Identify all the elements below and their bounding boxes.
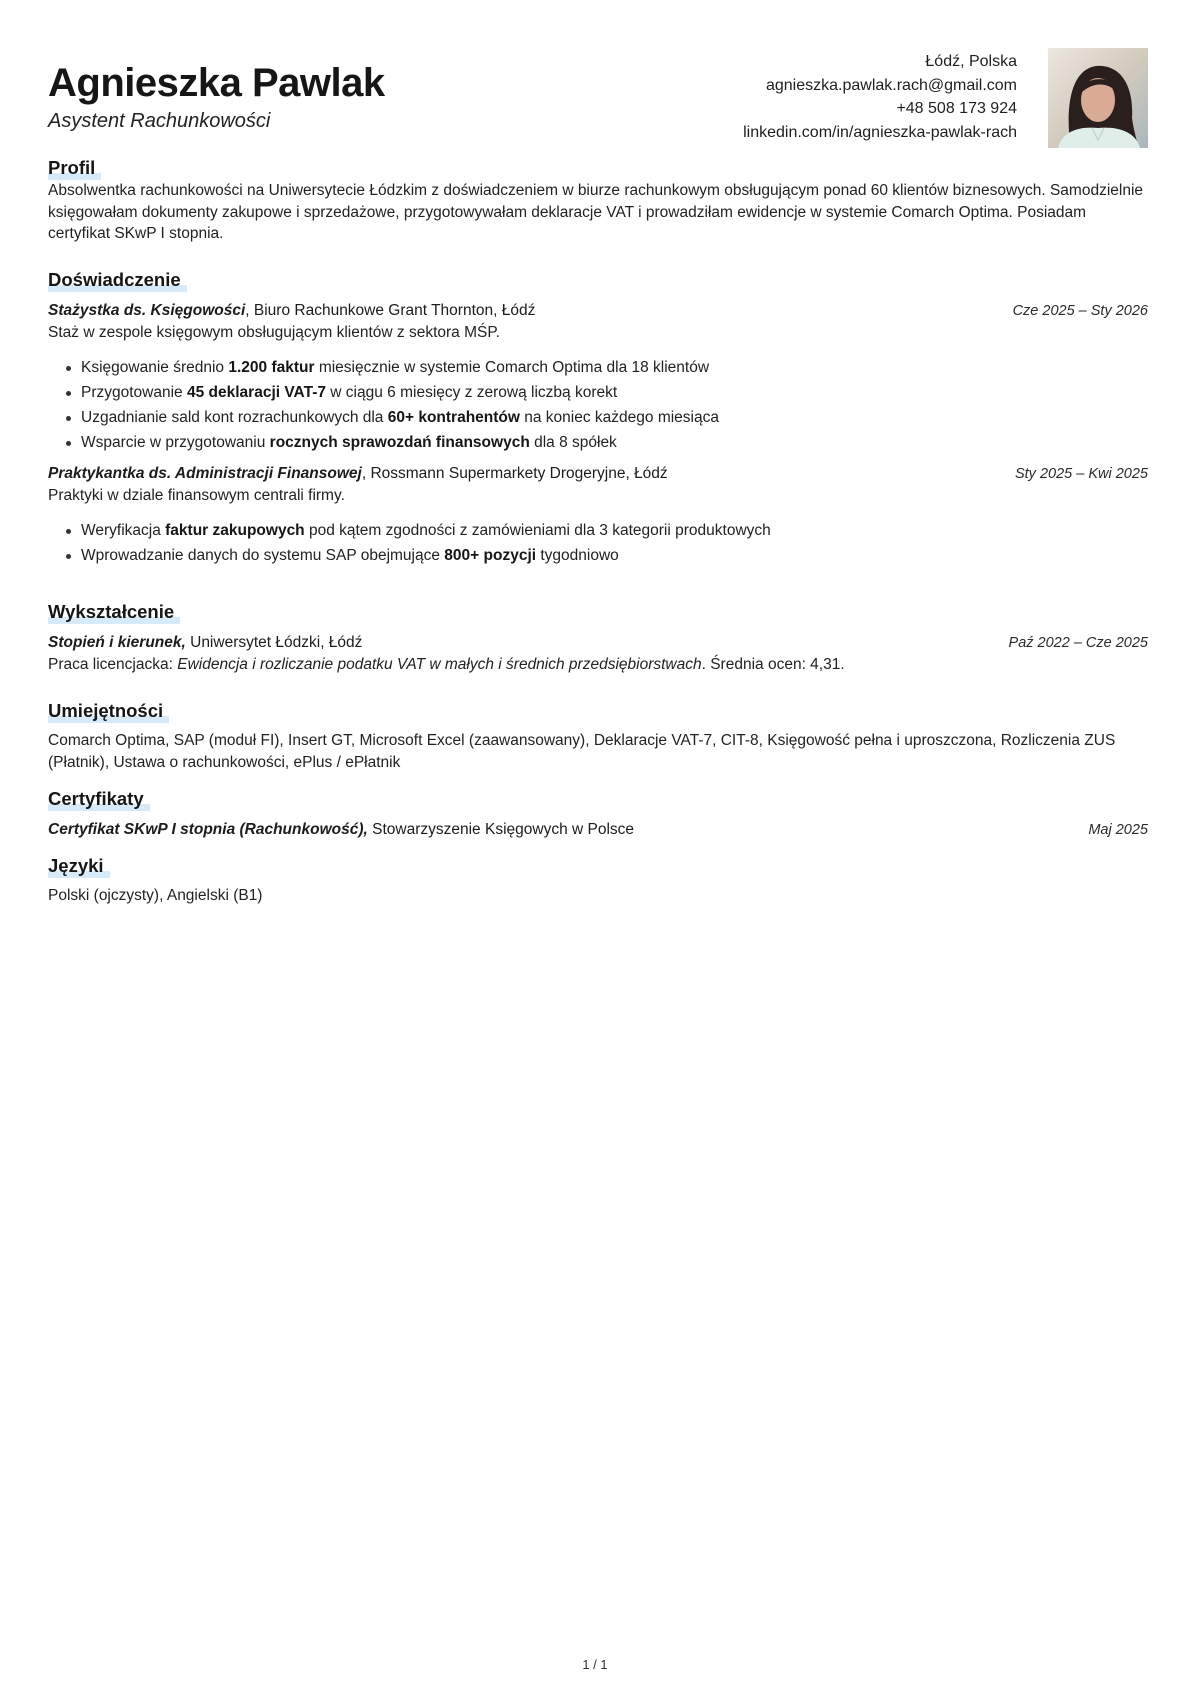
section-education bbox=[48, 600, 1148, 676]
section-profile bbox=[48, 156, 1148, 245]
list-item: Księgowanie średnio 1.200 faktur miesięcznie w systemie Comarch Optima dla 18 klientów bbox=[48, 355, 1148, 380]
section-certificates bbox=[48, 787, 1148, 841]
section-title-profile: Profil bbox=[48, 156, 99, 180]
entry-role: Stażystka ds. Księgowości bbox=[48, 302, 246, 319]
certificate-date: Maj 2025 bbox=[1088, 822, 1148, 838]
experience-entry bbox=[48, 463, 1148, 568]
list-item: Uzgadnianie sald kont rozrachunkowych dla 60+ kontrahentów na koniec każdego miesiąca bbox=[48, 405, 1148, 430]
entry-org: , Biuro Rachunkowe Grant Thornton, Łódź bbox=[245, 302, 536, 319]
section-experience bbox=[48, 268, 1148, 568]
page-indicator: 1 / 1 bbox=[582, 1657, 608, 1672]
certificate-issuer: Stowarzyszenie Księgowych w Polsce bbox=[367, 821, 635, 838]
education-degree: Stopień i kierunek, bbox=[48, 634, 186, 651]
entry-description: Praktyki w dziale finansowym centrali firmy. bbox=[48, 487, 345, 504]
contact-phone[interactable]: +48 508 173 924 bbox=[896, 100, 1017, 117]
section-languages bbox=[48, 854, 1148, 907]
entry-role: Praktykantka ds. Administracji Finansowej bbox=[48, 465, 362, 482]
list-item: Wprowadzanie danych do systemu SAP obejmujące 800+ pozycji tygodniowo bbox=[48, 543, 1148, 568]
certificate-name: Certyfikat SKwP I stopnia (Rachunkowość), bbox=[48, 821, 368, 838]
entry-date: Cze 2025 – Sty 2026 bbox=[1012, 303, 1148, 319]
entry-org: , Rossmann Supermarkety Drogeryjne, Łódź bbox=[361, 465, 668, 482]
candidate-name: Agnieszka Pawlak bbox=[48, 60, 403, 106]
skills-list: Comarch Optima, SAP (moduł FI), Insert GT, Microsoft Excel (zaawansowany), Deklaracje VAT-7, CIT-8, Księgowość pełna i uproszczona, Rozliczenia ZUS (Płatnik), Ustawa o rachunkowości, ePlus / ePłatnik bbox=[48, 732, 1116, 771]
section-title-education: Wykształcenie bbox=[48, 600, 178, 624]
certificate-entry bbox=[48, 819, 1148, 841]
languages-list: Polski (ojczysty), Angielski (B1) bbox=[48, 887, 263, 904]
section-title-certificates: Certyfikaty bbox=[48, 787, 148, 811]
entry-description: Staż w zespole księgowym obsługującym klientów z sektora MŚP. bbox=[48, 324, 500, 341]
resume-page bbox=[48, 44, 1148, 904]
section-title-experience: Doświadczenie bbox=[48, 268, 185, 292]
section-title-skills: Umiejętności bbox=[48, 699, 167, 723]
contact-info bbox=[743, 50, 1017, 144]
education-header bbox=[48, 632, 1148, 654]
entry-header bbox=[48, 463, 1148, 485]
achievements-list bbox=[48, 355, 1148, 455]
job-title: Asystent Rachunkowości bbox=[48, 110, 271, 132]
experience-entry bbox=[48, 300, 1148, 455]
profile-summary: Absolwentka rachunkowości na Uniwersytecie Łódzkim z doświadczeniem w biurze rachunkowym obsługującym ponad 60 klientów biznesowych. Samodzielnie księgowałam dokumenty zakupowe i sprzedażowe, przygotowywałam deklaracje VAT i prowadziłam ewidencje w systemie Comarch Optima. Posiadam certyfikat SKwP I stopnia. bbox=[48, 182, 1144, 242]
entry-header bbox=[48, 300, 1148, 322]
section-title-languages: Języki bbox=[48, 854, 108, 878]
resume-header bbox=[48, 44, 1148, 154]
contact-location: Łódź, Polska bbox=[925, 53, 1017, 70]
profile-photo bbox=[1048, 48, 1148, 148]
section-skills bbox=[48, 699, 1148, 773]
thesis-title: Ewidencja i rozliczanie podatku VAT w małych i średnich przedsiębiorstwach bbox=[177, 656, 702, 673]
education-thesis: Praca licencjacka: Ewidencja i rozliczanie podatku VAT w małych i średnich przedsiębiorstwach. Średnia ocen: 4,31. bbox=[48, 656, 845, 673]
portrait-image-icon bbox=[1048, 48, 1148, 148]
contact-linkedin[interactable]: linkedin.com/in/agnieszka-pawlak-rach bbox=[743, 123, 1017, 141]
list-item: Przygotowanie 45 deklaracji VAT-7 w ciągu 6 miesięcy z zerową liczbą korekt bbox=[48, 380, 1148, 405]
education-school: Uniwersytet Łódzki, Łódź bbox=[185, 634, 363, 651]
list-item: Wsparcie w przygotowaniu rocznych sprawozdań finansowych dla 8 spółek bbox=[48, 430, 1148, 455]
contact-email[interactable]: agnieszka.pawlak.rach@gmail.com bbox=[765, 76, 1017, 94]
education-date: Paź 2022 – Cze 2025 bbox=[1008, 635, 1148, 651]
achievements-list bbox=[48, 518, 1148, 568]
name-block bbox=[48, 60, 403, 134]
list-item: Weryfikacja faktur zakupowych pod kątem zgodności z zamówieniami dla 3 kategorii produktowych bbox=[48, 518, 1148, 543]
entry-date: Sty 2025 – Kwi 2025 bbox=[1014, 466, 1148, 482]
